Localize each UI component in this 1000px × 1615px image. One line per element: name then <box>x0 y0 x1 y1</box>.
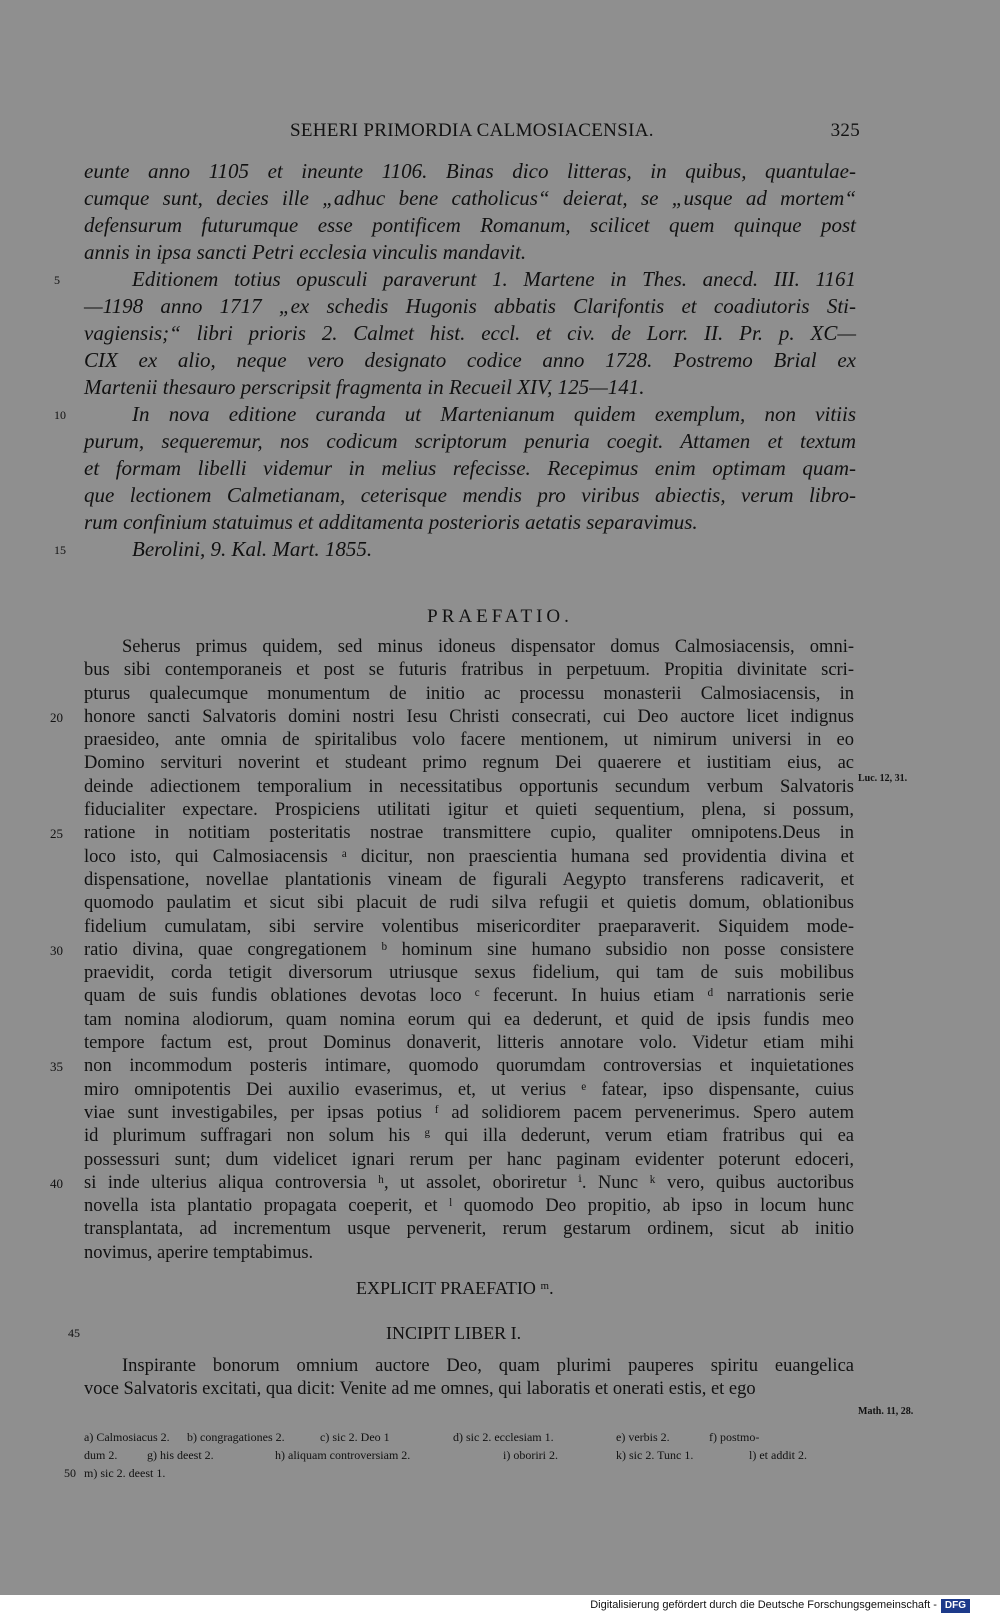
text-line <box>84 1102 854 1125</box>
text-line <box>84 428 856 455</box>
line-text: bus sibi contemporaneis et post se futuris fratribus in perpetuum. Propitia divinitate scri- <box>84 660 854 681</box>
line-text: CIX ex alio, neque vero designato codice anno 1728. Postremo Brial ex <box>84 348 856 372</box>
text-line <box>84 509 856 536</box>
footnote: dum 2. <box>84 1448 118 1462</box>
line-text: defensurum futurumque esse pontificem Romanum, scilicet quem quinque post <box>84 213 856 237</box>
footnote: c) sic 2. Deo 1 <box>320 1430 390 1444</box>
text-line <box>54 536 856 563</box>
text-line <box>84 1195 854 1218</box>
line-number: 50 <box>64 1466 76 1480</box>
credit-text: Digitalisierung gefördert durch die Deutsche Forschungsgemeinschaft - <box>590 1599 937 1611</box>
critical-apparatus <box>64 1428 854 1482</box>
text-line <box>84 1009 854 1032</box>
line-text: annis in ipsa sancti Petri ecclesia vinculis mandavit. <box>84 240 527 264</box>
text-line <box>84 347 856 374</box>
margin-reference-matthew: Math. 11, 28. <box>858 1406 914 1417</box>
line-text: novimus, aperire temptabimus. <box>84 1242 314 1263</box>
line-text: Seherus primus quidem, sed minus idoneus dispensator domus Calmosiacensis, omni- <box>122 637 854 657</box>
text-line <box>84 482 856 509</box>
footnote: m) sic 2. deest 1. <box>84 1466 166 1480</box>
line-text: In nova editione curanda ut Martenianum quidem exemplum, non vitiis <box>132 402 856 426</box>
text-line <box>50 939 854 962</box>
text-line <box>84 846 854 869</box>
footnote-line <box>84 1446 854 1464</box>
margin-reference-luke: Luc. 12, 31. <box>858 773 908 784</box>
line-number: 20 <box>50 709 63 725</box>
line-number: 10 <box>54 408 66 422</box>
line-text: viae sunt investigabiles, per ipsas potius ᶠ ad solidiorem pacem pervenerimus. Spero autem <box>84 1102 854 1123</box>
dfg-logo: DFG <box>941 1599 970 1613</box>
footnote: d) sic 2. ecclesiam 1. <box>453 1430 554 1444</box>
line-number: 30 <box>50 942 63 958</box>
text-line: Inspirante bonorum omnium auctore Deo, quam plurimi pauperes spiritu euangelica <box>122 1356 854 1376</box>
text-line <box>84 869 854 892</box>
line-text: tam nomina alodiorum, quam nomina eorum qui ea dederunt, et quid de ipsis fundis meo <box>84 1009 854 1030</box>
line-text: que lectionem Calmetianam, ceterisque mendis pro viribus abiectis, verum libro- <box>84 483 856 507</box>
text-line <box>50 1172 854 1195</box>
line-text: fidelium cumulatam, sibi servire volentibus misericorditer praeparaverit. Siquidem mode- <box>84 916 854 937</box>
text-line <box>84 212 856 239</box>
footnote: k) sic 2. Tunc 1. <box>616 1448 694 1462</box>
text-line <box>84 683 854 706</box>
line-number: 45 <box>68 1326 80 1340</box>
footnote: l) et addit 2. <box>749 1448 807 1462</box>
incipit-title: INCIPIT LIBER I. <box>386 1323 522 1343</box>
text-line <box>84 1032 854 1055</box>
line-text: et formam libelli videmur in melius refecisse. Recepimus enim optimam quam- <box>84 456 856 480</box>
line-text: tempore factum est, prout Dominus donaverit, litteris annotare volo. Videtur etiam mihi <box>84 1033 854 1054</box>
footnote: i) oboriri 2. <box>503 1448 558 1462</box>
text-line <box>54 401 856 428</box>
line-text: purum, sequeremur, nos codicum scriptorum penuria coegit. Attamen et textum <box>84 429 856 453</box>
footnote: e) verbis 2. <box>616 1430 670 1444</box>
text-line: voce Salvatoris excitati, qua dicit: Venite ad me omnes, qui laboratis et onerati estis, et ego <box>84 1379 756 1400</box>
text-line <box>84 799 854 822</box>
line-text: loco isto, qui Calmosiacensis ᵃ dicitur, non praescientia humana sed providentia divina et <box>84 846 854 867</box>
text-line <box>50 822 854 845</box>
footnote: f) postmo- <box>709 1430 760 1444</box>
text-line <box>84 239 856 266</box>
text-line <box>84 293 856 320</box>
footnote: h) aliquam controversiam 2. <box>275 1448 411 1462</box>
text-line <box>84 1242 854 1265</box>
line-text: Editionem totius opusculi paraverunt 1. Martene in Thes. anecd. III. 1161 <box>132 267 856 291</box>
text-line <box>84 1149 854 1172</box>
line-text: transplantata, ad incrementum usque pervenerit, rerum gestarum ordinem, sicut ab initio <box>84 1219 854 1240</box>
text-line <box>84 916 854 939</box>
text-line <box>84 158 856 185</box>
line-text: id plurimum suffragari non solum his ᵍ qui illa dederunt, verum etiam fratribus qui ea <box>84 1126 854 1147</box>
liber-text <box>84 1355 854 1402</box>
line-text: Martenii thesauro perscripsit fragmenta in Recueil XIV, 125—141. <box>84 375 645 399</box>
text-line <box>50 706 854 729</box>
line-text: —1198 anno 1717 „ex schedis Hugonis abbatis Clarifontis et coadiutoris Sti- <box>84 294 856 318</box>
line-text: quam de suis fundis oblationes devotas loco ᶜ fecerunt. In huius etiam ᵈ narrationis serie <box>84 986 854 1007</box>
running-title: SEHERI PRIMORDIA CALMOSIACENSIA. <box>290 120 654 141</box>
text-line <box>84 729 854 752</box>
text-line <box>84 752 854 775</box>
line-number: 25 <box>50 826 63 842</box>
text-line <box>84 636 854 659</box>
line-text: fiducialiter expectare. Prospiciens utilitati igitur et quieti sequentium, plena, si possum, <box>84 800 854 821</box>
line-text: ratione in notitiam posteritatis nostrae transmittere cupio, qualiter omnipotens.Deus in <box>84 823 854 844</box>
line-text: praesideo, ante omnia de spiritalibus volo facere mentionem, ut nimirum universi in eo <box>84 730 854 751</box>
line-text: novella ista plantatio propagata coeperit, et ˡ quomodo Deo propitio, ab ipso in locum hunc <box>84 1196 854 1217</box>
line-text: cumque sunt, decies ille „adhuc bene catholicus“ deierat, se „usque ad mortem“ <box>84 186 856 210</box>
line-text: ratio divina, quae congregationem ᵇ hominum sine humano subsidio non posse consistere <box>84 939 854 960</box>
line-number: 15 <box>54 543 66 557</box>
text-line <box>84 320 856 347</box>
line-text: honore sancti Salvatoris domini nostri Iesu Christi consecrati, cui Deo auctore licet indignus <box>84 706 854 727</box>
footnote: a) Calmosiacus 2. <box>84 1430 170 1444</box>
line-text: eunte anno 1105 et ineunte 1106. Binas dico litteras, in quibus, quantulae- <box>84 159 856 183</box>
digitization-credit <box>0 1595 1000 1615</box>
line-text: Domino servituri noverint et studeant primo regnum Dei quaerere et iustitiam eius, ac <box>84 753 854 774</box>
page-number: 325 <box>830 120 860 141</box>
line-text: pturus qualecumque monumentum de initio ac processu monasterii Calmosiacensis, in <box>84 683 854 704</box>
line-text: dispensatione, novellae plantationis vineam de figurali Aegypto transferens radicaverit, et <box>84 869 854 890</box>
text-line <box>84 659 854 682</box>
footnote-line <box>64 1464 854 1482</box>
text-line <box>84 1079 854 1102</box>
praefatio-text <box>50 636 854 1265</box>
line-text: deinde adiectionem temporalium in necessitatibus opportunis secundum verbum Salvatoris <box>84 776 854 797</box>
line-text: rum confinium statuimus et additamenta posterioris aetatis separavimus. <box>84 510 698 534</box>
line-text: vagiensis;“ libri prioris 2. Calmet hist. eccl. et civ. de Lorr. II. Pr. p. XC— <box>84 321 856 345</box>
footnote: g) his deest 2. <box>147 1448 214 1462</box>
text-line <box>50 1055 854 1078</box>
line-number: 5 <box>54 273 60 287</box>
footnote-line <box>84 1428 854 1446</box>
text-line <box>84 985 854 1008</box>
footnote: b) congragationes 2. <box>187 1430 285 1444</box>
line-text: non incommodum posteris intimare, quomodo quorumdam controversias et inquietationes <box>84 1056 854 1077</box>
line-text: miro omnipotentis Dei auxilio evaserimus, et, ut verius ᵉ fatear, ipso dispensante, cuius <box>84 1079 854 1100</box>
line-text: quomodo paulatim et sicut sibi placuit de rudi silva refugii et quietis domum, oblationibus <box>84 893 854 914</box>
text-line <box>54 266 856 293</box>
explicit-praefatio: EXPLICIT PRAEFATIO ᵐ. <box>356 1278 554 1298</box>
editorial-introduction <box>54 158 856 563</box>
text-line <box>84 185 856 212</box>
line-text: Berolini, 9. Kal. Mart. 1855. <box>132 537 373 561</box>
text-line <box>84 1125 854 1148</box>
line-number: 40 <box>50 1175 63 1191</box>
line-text: possessuri sunt; dum videlicet ignari rerum per hanc paginam evidenter poterunt edoceri, <box>84 1149 854 1170</box>
line-number: 35 <box>50 1059 63 1075</box>
text-line <box>84 776 854 799</box>
text-line <box>84 1218 854 1241</box>
text-line <box>84 455 856 482</box>
text-line <box>84 892 854 915</box>
line-text: si inde ulterius aliqua controversia ʰ, ut assolet, oboriretur ⁱ. Nunc ᵏ vero, quibus auctoribus <box>84 1172 854 1193</box>
line-text: praevidit, corda tetigit diversorum utriusque sexus fidelium, qui tam de suis mobilibus <box>84 963 854 984</box>
text-line <box>84 962 854 985</box>
text-line <box>84 374 856 401</box>
praefatio-heading: PRAEFATIO. <box>427 606 573 627</box>
